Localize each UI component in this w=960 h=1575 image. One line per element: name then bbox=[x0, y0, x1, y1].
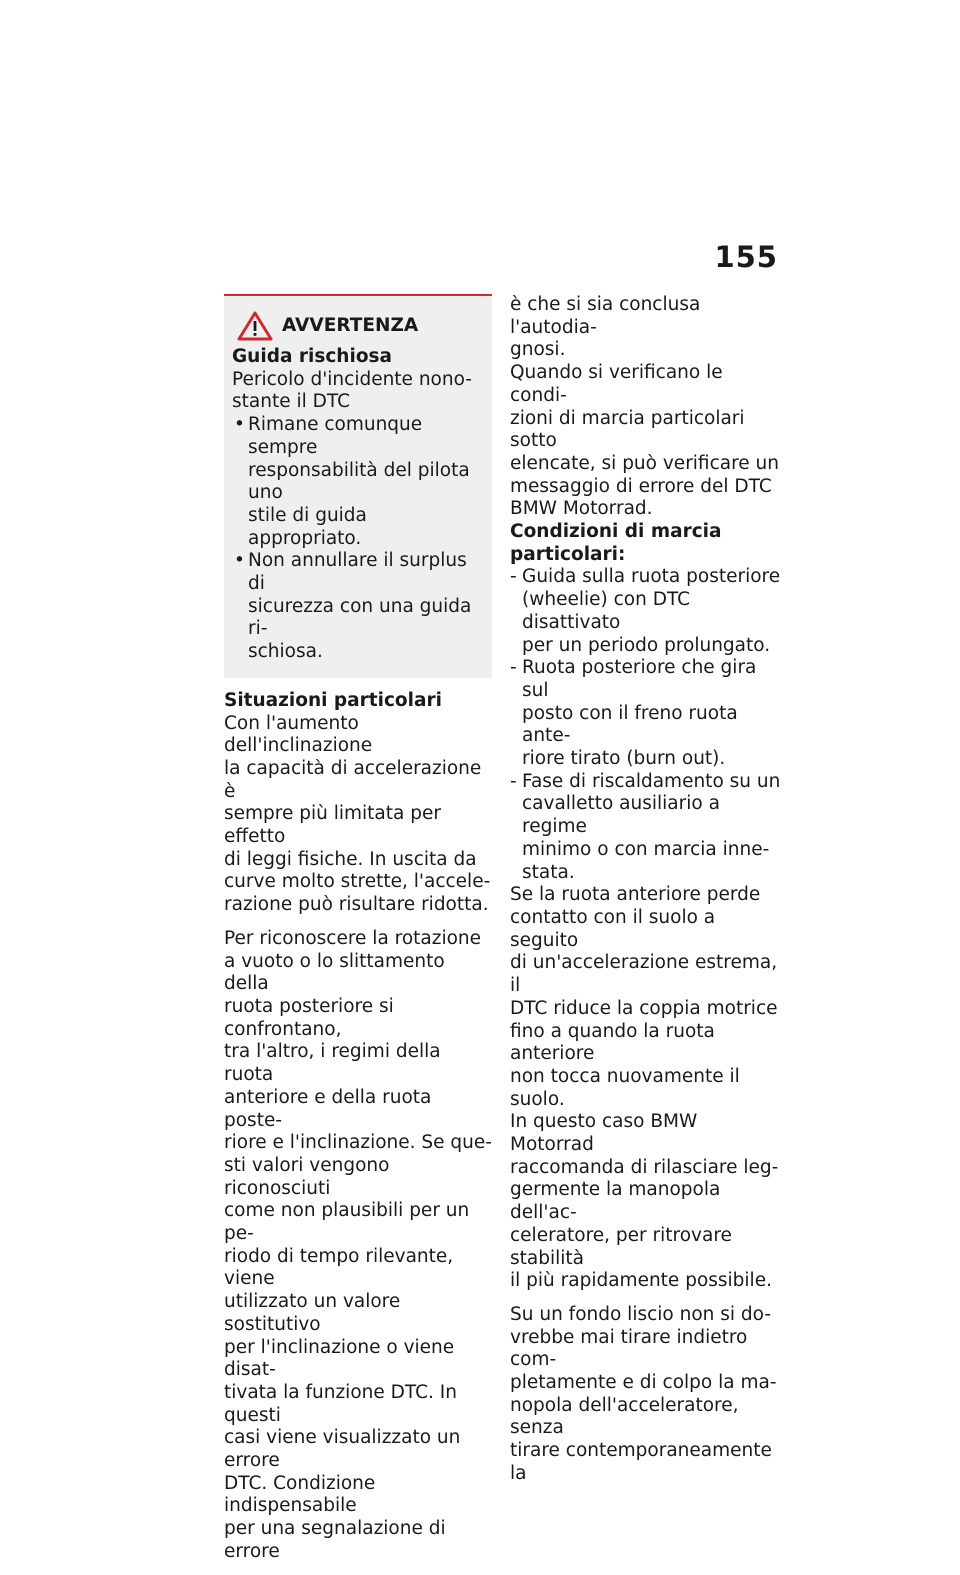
text-line: Su un fondo liscio non si do- bbox=[510, 1303, 771, 1325]
text-line: Con l'aumento dell'inclinazione bbox=[224, 712, 373, 757]
text-line: tra l'altro, i regimi della ruota bbox=[224, 1041, 441, 1086]
paragraph bbox=[224, 713, 492, 917]
text-line: ruota posteriore si confrontano, bbox=[224, 995, 394, 1040]
text-line: germente la manopola dell'ac- bbox=[510, 1179, 721, 1224]
text-line: anteriore e della ruota poste- bbox=[224, 1086, 432, 1131]
text-line: posto con il freno ruota ante- bbox=[522, 702, 738, 747]
text-line: è che si sia conclusa l'autodia- bbox=[510, 294, 701, 338]
text-line: stata. bbox=[522, 861, 575, 883]
text-line: celeratore, per ritrovare stabilità bbox=[510, 1224, 732, 1269]
text-line: stante il DTC bbox=[232, 391, 351, 413]
text-line: riodo di tempo rilevante, viene bbox=[224, 1245, 454, 1290]
paragraph bbox=[510, 294, 782, 521]
text-line: stile di guida appropriato. bbox=[248, 504, 367, 549]
text-line: sempre più limitata per effetto bbox=[224, 803, 441, 848]
warning-bullet-list bbox=[232, 414, 484, 664]
text-line: per l'inclinazione o viene disat- bbox=[224, 1336, 455, 1381]
section-heading bbox=[510, 521, 782, 566]
dash-icon: - bbox=[510, 566, 517, 588]
text-line: utilizzato un valore sostitutivo bbox=[224, 1291, 401, 1335]
text-line: per un periodo prolungato. bbox=[522, 634, 771, 656]
text-line: tivata la funzione DTC. In questi bbox=[224, 1381, 457, 1426]
text-line: riore tirato (burn out). bbox=[522, 748, 726, 770]
paragraph bbox=[224, 928, 492, 1564]
text-line: di leggi fisiche. In uscita da bbox=[224, 848, 477, 870]
text-line: fino a quando la ruota anteriore bbox=[510, 1020, 715, 1065]
text-line: pletamente e di colpo la ma- bbox=[510, 1372, 777, 1394]
text-line: contatto con il suolo a seguito bbox=[510, 906, 716, 951]
warning-title: AVVERTENZA bbox=[282, 314, 419, 336]
text-line: Non annullare il surplus di bbox=[248, 550, 467, 595]
text-line: la capacità di accelerazione è bbox=[224, 757, 482, 802]
left-column bbox=[224, 294, 492, 1575]
text-line: In questo caso BMW Motorrad bbox=[510, 1111, 698, 1156]
text-line: sti valori vengono riconosciuti bbox=[224, 1154, 390, 1199]
text-line: Se la ruota anteriore perde bbox=[510, 884, 761, 906]
text-line: Ruota posteriore che gira sul bbox=[522, 657, 757, 701]
text-line: nopola dell'acceleratore, senza bbox=[510, 1394, 739, 1439]
text-line: cavalletto ausiliario a regime bbox=[522, 793, 720, 838]
text-line: Rimane comunque sempre bbox=[248, 414, 423, 458]
text-line: DTC riduce la coppia motrice bbox=[510, 997, 778, 1019]
page-number: 155 bbox=[714, 240, 778, 274]
dash-icon: - bbox=[510, 657, 517, 679]
text-line: elencate, si può verificare un bbox=[510, 452, 780, 474]
text-line: BMW Motorrad. bbox=[510, 498, 653, 520]
text-line: per una segnalazione di errore bbox=[224, 1518, 446, 1562]
text-line: raccomanda di rilasciare leg- bbox=[510, 1156, 779, 1178]
text-line: messaggio di errore del DTC bbox=[510, 475, 772, 497]
text-line: curve molto strette, l'accele- bbox=[224, 871, 491, 893]
warning-subtitle: Guida rischiosa bbox=[232, 346, 393, 367]
text-line: a vuoto o lo slittamento della bbox=[224, 950, 445, 995]
text-line: Pericolo d'incidente nono- bbox=[232, 368, 472, 390]
text-line: come non plausibili per un pe- bbox=[224, 1200, 470, 1245]
dash-icon: - bbox=[510, 770, 517, 792]
text-line: particolari: bbox=[510, 543, 626, 565]
list-item bbox=[510, 657, 782, 771]
warning-triangle-icon bbox=[236, 310, 274, 342]
list-item bbox=[510, 771, 782, 885]
text-line: Fase di riscaldamento su un bbox=[522, 770, 781, 792]
text-line: casi viene visualizzato un errore bbox=[224, 1427, 461, 1472]
text-line: DTC. Condizione indispensabile bbox=[224, 1472, 376, 1517]
paragraph bbox=[510, 884, 782, 1293]
conditions-list bbox=[510, 566, 782, 884]
text-line: di un'accelerazione estrema, il bbox=[510, 952, 778, 997]
warning-box bbox=[224, 294, 492, 678]
text-line: minimo o con marcia inne- bbox=[522, 838, 770, 860]
right-column bbox=[510, 294, 782, 1497]
text-line: Per riconoscere la rotazione bbox=[224, 927, 482, 949]
text-line: non tocca nuovamente il suolo. bbox=[510, 1065, 740, 1110]
text-line: il più rapidamente possibile. bbox=[510, 1270, 772, 1292]
text-line: riore e l'inclinazione. Se que- bbox=[224, 1132, 492, 1154]
section-heading: Situazioni particolari bbox=[224, 689, 442, 711]
list-item bbox=[232, 550, 484, 664]
list-item bbox=[510, 566, 782, 657]
text-line: (wheelie) con DTC disattivato bbox=[522, 589, 691, 633]
bullet-icon: • bbox=[234, 550, 245, 572]
text-line: zioni di marcia particolari sotto bbox=[510, 407, 745, 452]
paragraph bbox=[510, 1304, 782, 1486]
warning-text bbox=[232, 369, 484, 414]
text-line: responsabilità del pilota uno bbox=[248, 459, 470, 504]
text-line: sicurezza con una guida ri- bbox=[248, 595, 472, 640]
list-item bbox=[232, 414, 484, 550]
text-line: tirare contemporaneamente la bbox=[510, 1440, 772, 1484]
text-line: razione può risultare ridotta. bbox=[224, 894, 489, 916]
text-line: gnosi. bbox=[510, 339, 566, 361]
text-line: Condizioni di marcia bbox=[510, 521, 722, 543]
text-line: schiosa. bbox=[248, 641, 323, 663]
text-line: vrebbe mai tirare indietro com- bbox=[510, 1326, 748, 1371]
text-line: Guida sulla ruota posteriore bbox=[522, 566, 781, 588]
bullet-icon: • bbox=[234, 414, 245, 436]
warning-header bbox=[232, 310, 484, 342]
text-line: Quando si verificano le condi- bbox=[510, 362, 723, 406]
